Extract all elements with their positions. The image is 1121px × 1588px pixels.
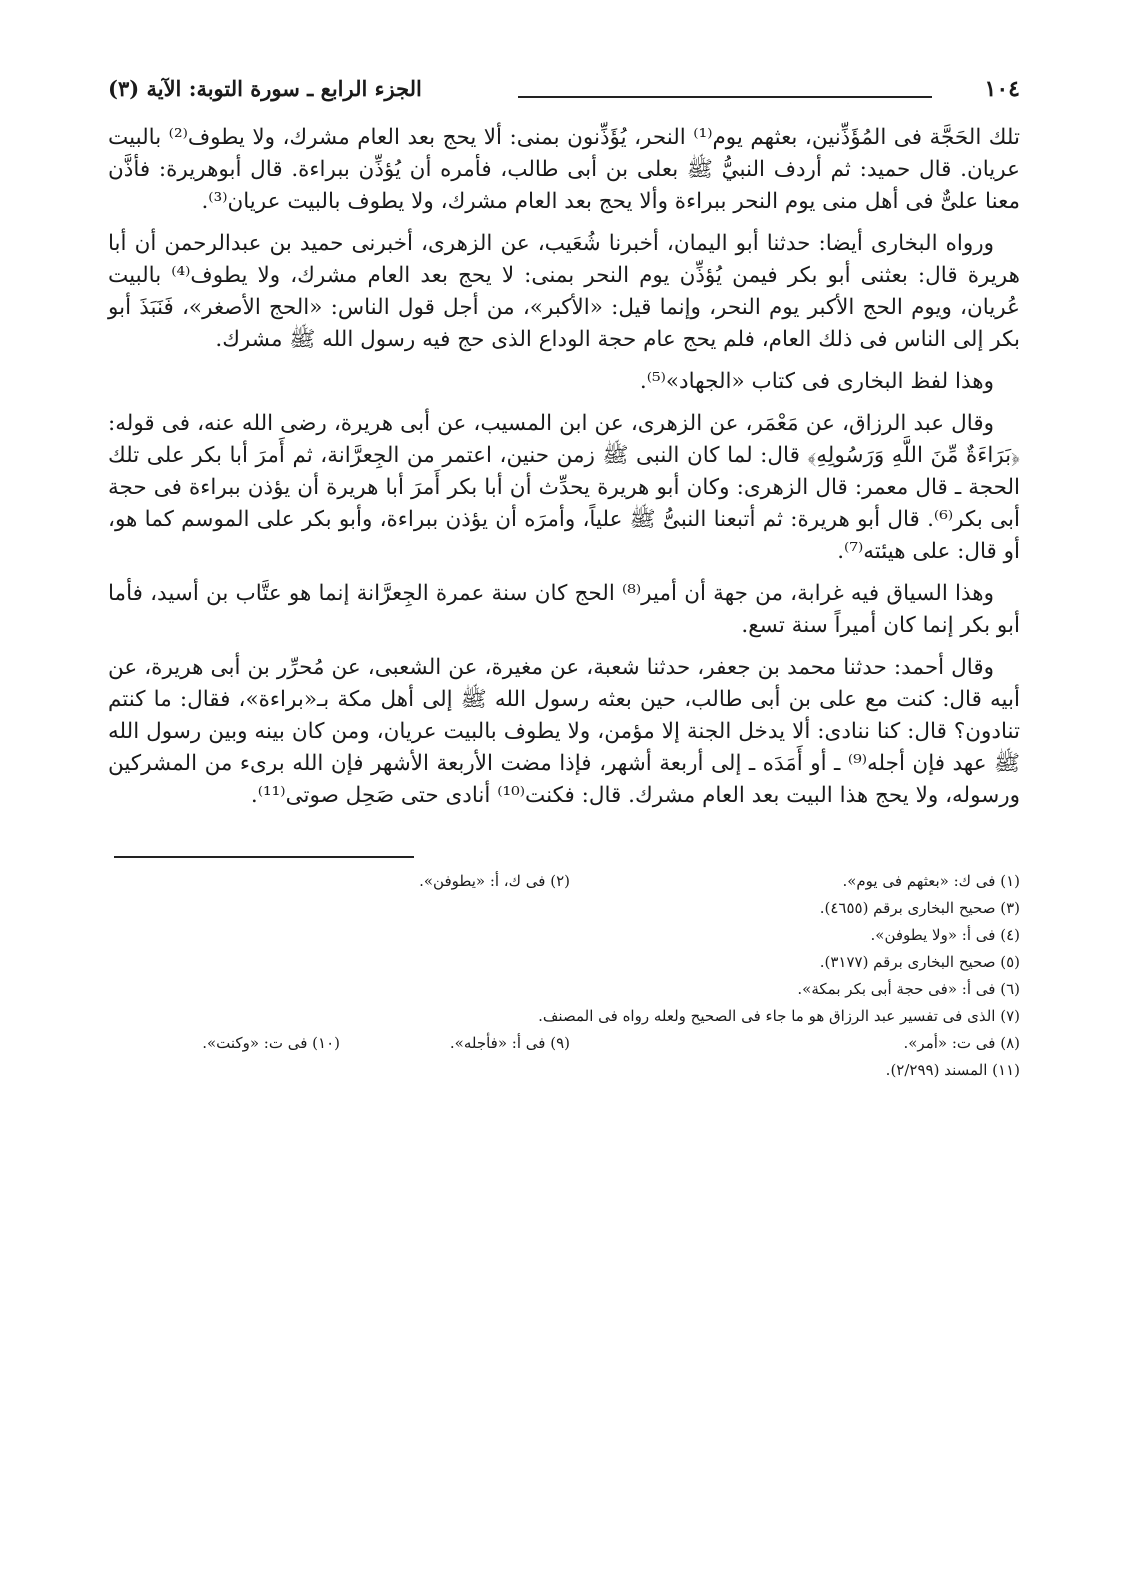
footnote-row [108, 895, 1020, 922]
footnote: (٣) صحيح البخارى برقم (٤٦٥٥). [819, 899, 1020, 917]
page-number: ١٠٤ [984, 76, 1020, 102]
paragraph: وهذا السياق فيه غرابة، من جهة أن أمير⁽⁸⁾ الحج كان سنة عمرة الجِعرَّانة إنما هو عتَّاب بن أسيد، فأما أبو بكر إنما كان أميراً سنة تسع. [108, 581, 1020, 638]
footnote-row [108, 922, 1020, 949]
footnote: (٥) صحيح البخارى برقم (٣١٧٧). [819, 953, 1020, 971]
footnote-rule [114, 856, 414, 858]
footnote: (١) فى ك: «بعثهم فى يوم». [842, 872, 1020, 890]
footnote: (٢) فى ك، أ: «يطوفن». [419, 872, 570, 890]
book-page [108, 70, 1020, 1084]
footnote-row [108, 1057, 1020, 1084]
footnote-row [108, 1003, 1020, 1030]
footnote: (٩) فى أ: «فأجله». [449, 1034, 570, 1052]
header-rule [518, 96, 932, 98]
running-header [108, 70, 1020, 114]
paragraph: وهذا لفظ البخارى فى كتاب «الجهاد»⁽⁵⁾. [639, 369, 994, 394]
paragraph: وقال أحمد: حدثنا محمد بن جعفر، حدثنا شعبة، عن مغيرة، عن الشعبى، عن مُحرِّر بن أبى هريرة، عن أبيه قال: كنت مع على بن أبى طالب، حين بعثه رسول الله ﷺ إلى أهل مكة بـ«براءة»، فقال: ما كنتم تنادون؟ قال: كنا ننادى: ألا يدخل الجنة إلا مؤمن، ولا يطوف بالبيت عريان، ومن كان بينه وبين رسول الله ﷺ عهد فإن أجله⁽⁹⁾ ـ أو أَمَدَه ـ إلى أربعة أشهر، فإذا مضت الأربعة الأشهر فإن الله برىء من المشركين ورسوله، ولا يحج هذا البيت بعد العام مشرك. قال: فكنت⁽¹⁰⁾ أنادى حتى صَحِل صوتى⁽¹¹⁾. [108, 655, 1021, 808]
paragraph: تلك الحَجَّة فى المُؤَذِّنين، بعثهم يوم⁽¹⁾ النحر، يُؤَذِّنون بمنى: ألا يحج بعد العام مشرك، ولا يطوف⁽²⁾ بالبيت عريان. قال حميد: ثم أردف النبيُّ ﷺ بعلى بن أبى طالب، فأمره أن يُؤذِّن ببراءة. قال أبوهريرة: فأذَّن معنا علىٌّ فى أهل منى يوم النحر ببراءة وألا يحج بعد العام مشرك، ولا يطوف بالبيت عريان⁽³⁾. [108, 125, 1021, 214]
footnote: (٧) الذى فى تفسير عبد الرزاق هو ما جاء فى الصحيح ولعله رواه فى المصنف. [538, 1007, 1020, 1025]
footnote-row [108, 949, 1020, 976]
paragraph: ورواه البخارى أيضا: حدثنا أبو اليمان، أخبرنا شُعَيب، عن الزهرى، أخبرنى حميد بن عبدالرحمن أن أبا هريرة قال: بعثنى أبو بكر فيمن يُؤذِّن يوم النحر بمنى: لا يحج بعد العام مشرك، ولا يطوف⁽⁴⁾ بالبيت عُريان، ويوم الحج الأكبر يوم النحر، وإنما قيل: «الأكبر»، من أجل قول الناس: «الحج الأصغر»، فَنَبَذَ أبو بكر إلى الناس فى ذلك العام، فلم يحج عام حجة الوداع الذى حج فيه رسول الله ﷺ مشرك. [108, 231, 1021, 352]
footnote: (٨) فى ت: «أمر». [903, 1034, 1020, 1052]
footnote-row [108, 868, 1020, 895]
footnote: (٦) فى أ: «فى حجة أبى بكر بمكة». [797, 980, 1020, 998]
footnote [110, 868, 340, 895]
main-text [108, 122, 1020, 812]
footnotes [108, 868, 1020, 1084]
paragraph: وقال عبد الرزاق، عن مَعْمَر، عن الزهرى، عن ابن المسيب، عن أبى هريرة، رضى الله عنه، فى قوله: ﴿بَرَاءَةٌ مِّنَ اللَّهِ وَرَسُولِهِ﴾ قال: لما كان النبى ﷺ زمن حنين، اعتمر من الجِعرَّانة، ثم أَمرَ أبا بكر على تلك الحجة ـ قال معمر: قال الزهرى: وكان أبو هريرة يحدِّث أن أبا بكر أَمرَ أبا هريرة أن يؤذن ببراءة فى حجة أبى بكر⁽⁶⁾. قال أبو هريرة: ثم أتبعنا النبىُّ ﷺ علياً، وأمرَه أن يؤذن ببراءة، وأبو بكر على الموسم كما هو، أو قال: على هيئته⁽⁷⁾. [108, 411, 1020, 564]
footnote: (٤) فى أ: «ولا يطوفن». [870, 926, 1020, 944]
footnote-row [108, 976, 1020, 1003]
running-title: الجزء الرابع ـ سورة التوبة: الآية (٣) [108, 76, 422, 101]
footnote-row [108, 1030, 1020, 1057]
footnote: (١١) المسند (٢/٢٩٩). [885, 1061, 1020, 1079]
footnote: (١٠) فى ت: «وكنت». [202, 1034, 340, 1052]
